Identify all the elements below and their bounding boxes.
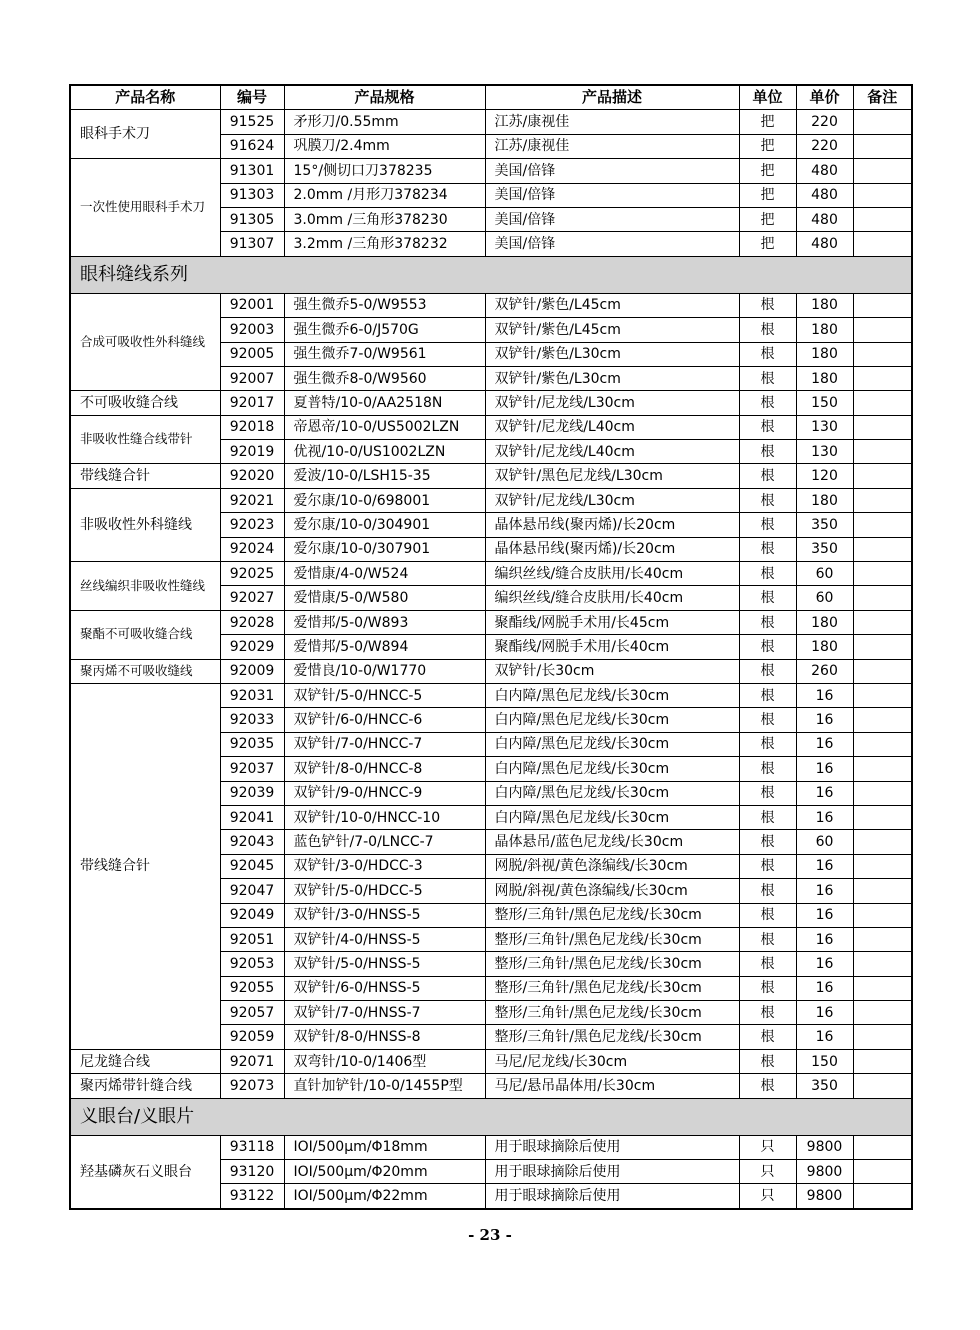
note-cell <box>853 207 912 231</box>
price-cell: 16 <box>796 1001 853 1025</box>
spec-cell: 双铲针/6-0/HNSS-5 <box>284 976 485 1000</box>
desc-cell: 聚酯线/网脱手术用/长45cm <box>485 610 739 634</box>
desc-cell: 整形/三角针/黑色尼龙线/长30cm <box>485 976 739 1000</box>
price-cell: 16 <box>796 781 853 805</box>
note-cell <box>853 159 912 183</box>
code-cell: 93120 <box>220 1160 284 1184</box>
price-cell: 180 <box>796 293 853 317</box>
spec-cell: 优视/10-0/US1002LZN <box>284 440 485 464</box>
product-name-cell: 尼龙缝合线 <box>70 1049 220 1073</box>
spec-cell: 爱惜康/4-0/W524 <box>284 562 485 586</box>
spec-cell: 双铲针/10-0/HNCC-10 <box>284 805 485 829</box>
desc-cell: 美国/倍锋 <box>485 232 739 256</box>
unit-cell: 根 <box>739 342 796 366</box>
note-cell <box>853 976 912 1000</box>
price-cell: 60 <box>796 586 853 610</box>
price-cell: 16 <box>796 683 853 707</box>
unit-cell: 根 <box>739 757 796 781</box>
table-row <box>70 293 912 317</box>
table-body <box>70 110 912 1209</box>
code-cell: 92073 <box>220 1074 284 1098</box>
note-cell <box>853 927 912 951</box>
desc-cell: 双铲针/紫色/L30cm <box>485 342 739 366</box>
desc-cell: 编织丝线/缝合皮肤用/长40cm <box>485 586 739 610</box>
price-cell: 150 <box>796 1049 853 1073</box>
table-row <box>70 110 912 134</box>
desc-cell: 整形/三角针/黑色尼龙线/长30cm <box>485 927 739 951</box>
desc-cell: 双铲针/尼龙线/L40cm <box>485 415 739 439</box>
code-cell: 92071 <box>220 1049 284 1073</box>
desc-cell: 整形/三角针/黑色尼龙线/长30cm <box>485 1001 739 1025</box>
price-cell: 180 <box>796 610 853 634</box>
spec-cell: 爱尔康/10-0/307901 <box>284 537 485 561</box>
note-cell <box>853 1135 912 1159</box>
spec-cell: 强生微乔7-0/W9561 <box>284 342 485 366</box>
page-number: - 23 - <box>468 1226 512 1244</box>
desc-cell: 双铲针/尼龙线/L30cm <box>485 488 739 512</box>
desc-cell: 美国/倍锋 <box>485 159 739 183</box>
code-cell: 92019 <box>220 440 284 464</box>
unit-cell: 根 <box>739 952 796 976</box>
unit-cell: 根 <box>739 683 796 707</box>
note-cell <box>853 1049 912 1073</box>
desc-cell: 马尼/悬吊晶体用/长30cm <box>485 1074 739 1098</box>
spec-cell: 夏普特/10-0/AA2518N <box>284 391 485 415</box>
spec-cell: 蓝色铲针/7-0/LNCC-7 <box>284 830 485 854</box>
unit-cell: 根 <box>739 1025 796 1049</box>
price-cell: 16 <box>796 708 853 732</box>
desc-cell: 晶体悬吊线(聚丙烯)/长20cm <box>485 537 739 561</box>
code-cell: 92031 <box>220 683 284 707</box>
code-cell: 92041 <box>220 805 284 829</box>
spec-cell: 巩膜刀/2.4mm <box>284 134 485 158</box>
price-cell: 350 <box>796 1074 853 1098</box>
spec-cell: 矛形刀/0.55mm <box>284 110 485 134</box>
unit-cell: 根 <box>739 976 796 1000</box>
product-name-cell: 羟基磷灰石义眼台 <box>70 1135 220 1209</box>
desc-cell: 晶体悬吊线(聚丙烯)/长20cm <box>485 513 739 537</box>
code-cell: 92035 <box>220 732 284 756</box>
code-cell: 93118 <box>220 1135 284 1159</box>
header-name: 产品名称 <box>70 85 220 110</box>
table-row <box>70 1135 912 1159</box>
code-cell: 91525 <box>220 110 284 134</box>
desc-cell: 白内障/黑色尼龙线/长30cm <box>485 781 739 805</box>
unit-cell: 把 <box>739 183 796 207</box>
price-cell: 16 <box>796 757 853 781</box>
code-cell: 92051 <box>220 927 284 951</box>
desc-cell: 双铲针/尼龙线/L40cm <box>485 440 739 464</box>
note-cell <box>853 537 912 561</box>
table-row <box>70 391 912 415</box>
code-cell: 92020 <box>220 464 284 488</box>
unit-cell: 根 <box>739 708 796 732</box>
desc-cell: 整形/三角针/黑色尼龙线/长30cm <box>485 1025 739 1049</box>
price-cell: 180 <box>796 488 853 512</box>
unit-cell: 根 <box>739 732 796 756</box>
unit-cell: 只 <box>739 1135 796 1159</box>
unit-cell: 根 <box>739 488 796 512</box>
spec-cell: 15°/侧切口刀378235 <box>284 159 485 183</box>
unit-cell: 把 <box>739 159 796 183</box>
code-cell: 92057 <box>220 1001 284 1025</box>
note-cell <box>853 659 912 683</box>
price-cell: 350 <box>796 513 853 537</box>
desc-cell: 白内障/黑色尼龙线/长30cm <box>485 708 739 732</box>
table-row <box>70 415 912 439</box>
spec-cell: 双铲针/7-0/HNCC-7 <box>284 732 485 756</box>
unit-cell: 只 <box>739 1160 796 1184</box>
spec-cell: 爱惜康/5-0/W580 <box>284 586 485 610</box>
code-cell: 92021 <box>220 488 284 512</box>
code-cell: 92024 <box>220 537 284 561</box>
code-cell: 92055 <box>220 976 284 1000</box>
code-cell: 92003 <box>220 318 284 342</box>
code-cell: 92017 <box>220 391 284 415</box>
note-cell <box>853 562 912 586</box>
code-cell: 92039 <box>220 781 284 805</box>
desc-cell: 聚酯线/网脱手术用/长40cm <box>485 635 739 659</box>
unit-cell: 把 <box>739 110 796 134</box>
unit-cell: 根 <box>739 635 796 659</box>
product-name-cell: 丝线编织非吸收性缝线 <box>70 562 220 611</box>
unit-cell: 把 <box>739 207 796 231</box>
desc-cell: 双铲针/黑色尼龙线/L30cm <box>485 464 739 488</box>
price-cell: 260 <box>796 659 853 683</box>
spec-cell: 爱惜邦/5-0/W893 <box>284 610 485 634</box>
price-cell: 16 <box>796 805 853 829</box>
note-cell <box>853 635 912 659</box>
code-cell: 92053 <box>220 952 284 976</box>
code-cell: 91307 <box>220 232 284 256</box>
desc-cell: 白内障/黑色尼龙线/长30cm <box>485 805 739 829</box>
desc-cell: 江苏/康视佳 <box>485 110 739 134</box>
note-cell <box>853 1184 912 1209</box>
price-cell: 180 <box>796 635 853 659</box>
code-cell: 91305 <box>220 207 284 231</box>
product-name-cell: 非吸收性外科缝线 <box>70 488 220 561</box>
desc-cell: 整形/三角针/黑色尼龙线/长30cm <box>485 952 739 976</box>
spec-cell: 双铲针/4-0/HNSS-5 <box>284 927 485 951</box>
code-cell: 92049 <box>220 903 284 927</box>
section-header-row <box>70 256 912 293</box>
code-cell: 92047 <box>220 879 284 903</box>
spec-cell: 双弯针/10-0/1406型 <box>284 1049 485 1073</box>
table-row <box>70 464 912 488</box>
code-cell: 92001 <box>220 293 284 317</box>
unit-cell: 根 <box>739 366 796 390</box>
unit-cell: 根 <box>739 830 796 854</box>
note-cell <box>853 610 912 634</box>
desc-cell: 用于眼球摘除后使用 <box>485 1135 739 1159</box>
spec-cell: 爱尔康/10-0/698001 <box>284 488 485 512</box>
spec-cell: 3.2mm /三角形378232 <box>284 232 485 256</box>
unit-cell: 根 <box>739 537 796 561</box>
price-cell: 9800 <box>796 1160 853 1184</box>
note-cell <box>853 318 912 342</box>
note-cell <box>853 903 912 927</box>
price-cell: 130 <box>796 440 853 464</box>
unit-cell: 把 <box>739 232 796 256</box>
desc-cell: 白内障/黑色尼龙线/长30cm <box>485 757 739 781</box>
price-cell: 180 <box>796 318 853 342</box>
price-cell: 16 <box>796 854 853 878</box>
note-cell <box>853 183 912 207</box>
table-row <box>70 610 912 634</box>
price-cell: 350 <box>796 537 853 561</box>
price-cell: 16 <box>796 927 853 951</box>
unit-cell: 根 <box>739 1001 796 1025</box>
note-cell <box>853 1001 912 1025</box>
desc-cell: 白内障/黑色尼龙线/长30cm <box>485 683 739 707</box>
note-cell <box>853 805 912 829</box>
note-cell <box>853 781 912 805</box>
price-cell: 16 <box>796 1025 853 1049</box>
desc-cell: 双铲针/紫色/L45cm <box>485 293 739 317</box>
code-cell: 92005 <box>220 342 284 366</box>
unit-cell: 根 <box>739 586 796 610</box>
code-cell: 92045 <box>220 854 284 878</box>
code-cell: 93122 <box>220 1184 284 1209</box>
spec-cell: 帝恩帝/10-0/US5002LZN <box>284 415 485 439</box>
note-cell <box>853 513 912 537</box>
spec-cell: 双铲针/8-0/HNCC-8 <box>284 757 485 781</box>
unit-cell: 根 <box>739 318 796 342</box>
price-cell: 480 <box>796 159 853 183</box>
product-name-cell: 合成可吸收性外科缝线 <box>70 293 220 391</box>
product-name-cell: 聚丙烯带针缝合线 <box>70 1074 220 1098</box>
unit-cell: 根 <box>739 879 796 903</box>
spec-cell: 2.0mm /月形刀378234 <box>284 183 485 207</box>
desc-cell: 用于眼球摘除后使用 <box>485 1184 739 1209</box>
price-cell: 16 <box>796 903 853 927</box>
unit-cell: 根 <box>739 1074 796 1098</box>
desc-cell: 马尼/尼龙线/长30cm <box>485 1049 739 1073</box>
note-cell <box>853 830 912 854</box>
price-cell: 16 <box>796 976 853 1000</box>
desc-cell: 美国/倍锋 <box>485 207 739 231</box>
spec-cell: 双铲针/7-0/HNSS-7 <box>284 1001 485 1025</box>
spec-cell: 强生微乔6-0/J570G <box>284 318 485 342</box>
spec-cell: 双铲针/3-0/HDCC-3 <box>284 854 485 878</box>
price-cell: 180 <box>796 366 853 390</box>
note-cell <box>853 488 912 512</box>
note-cell <box>853 232 912 256</box>
note-cell <box>853 440 912 464</box>
unit-cell: 根 <box>739 781 796 805</box>
spec-cell: 双铲针/5-0/HDCC-5 <box>284 879 485 903</box>
price-cell: 9800 <box>796 1184 853 1209</box>
desc-cell: 网脱/斜视/黄色涤编线/长30cm <box>485 879 739 903</box>
unit-cell: 根 <box>739 610 796 634</box>
section-header-row <box>70 1098 912 1135</box>
spec-cell: 强生微乔5-0/W9553 <box>284 293 485 317</box>
spec-cell: 强生微乔8-0/W9560 <box>284 366 485 390</box>
section-title: 眼科缝线系列 <box>70 256 912 293</box>
code-cell: 92033 <box>220 708 284 732</box>
price-cell: 130 <box>796 415 853 439</box>
price-cell: 220 <box>796 110 853 134</box>
code-cell: 92018 <box>220 415 284 439</box>
price-cell: 180 <box>796 342 853 366</box>
price-cell: 9800 <box>796 1135 853 1159</box>
product-name-cell: 不可吸收缝合线 <box>70 391 220 415</box>
unit-cell: 根 <box>739 854 796 878</box>
code-cell: 92027 <box>220 586 284 610</box>
desc-cell: 用于眼球摘除后使用 <box>485 1160 739 1184</box>
unit-cell: 根 <box>739 927 796 951</box>
section-title: 义眼台/义眼片 <box>70 1098 912 1135</box>
code-cell: 91624 <box>220 134 284 158</box>
spec-cell: 爱惜邦/5-0/W894 <box>284 635 485 659</box>
header-price: 单价 <box>796 85 853 110</box>
note-cell <box>853 342 912 366</box>
table-row <box>70 659 912 683</box>
unit-cell: 根 <box>739 293 796 317</box>
desc-cell: 江苏/康视佳 <box>485 134 739 158</box>
note-cell <box>853 293 912 317</box>
price-table <box>69 84 913 1210</box>
product-name-cell: 非吸收性缝合线带针 <box>70 415 220 464</box>
note-cell <box>853 952 912 976</box>
note-cell <box>853 1160 912 1184</box>
unit-cell: 根 <box>739 513 796 537</box>
desc-cell: 双铲针/尼龙线/L30cm <box>485 391 739 415</box>
price-cell: 480 <box>796 207 853 231</box>
product-name-cell: 聚丙烯不可吸收缝线 <box>70 659 220 683</box>
unit-cell: 根 <box>739 1049 796 1073</box>
code-cell: 92043 <box>220 830 284 854</box>
spec-cell: 3.0mm /三角形378230 <box>284 207 485 231</box>
header-unit: 单位 <box>739 85 796 110</box>
note-cell <box>853 415 912 439</box>
note-cell <box>853 708 912 732</box>
table-row <box>70 1074 912 1098</box>
price-cell: 60 <box>796 830 853 854</box>
code-cell: 91301 <box>220 159 284 183</box>
note-cell <box>853 110 912 134</box>
product-name-cell: 眼科手术刀 <box>70 110 220 159</box>
desc-cell: 编织丝线/缝合皮肤用/长40cm <box>485 562 739 586</box>
code-cell: 92023 <box>220 513 284 537</box>
unit-cell: 根 <box>739 440 796 464</box>
note-cell <box>853 366 912 390</box>
spec-cell: IOI/500μm/Φ20mm <box>284 1160 485 1184</box>
spec-cell: IOI/500μm/Φ22mm <box>284 1184 485 1209</box>
code-cell: 92028 <box>220 610 284 634</box>
unit-cell: 根 <box>739 903 796 927</box>
desc-cell: 晶体悬吊/蓝色尼龙线/长30cm <box>485 830 739 854</box>
note-cell <box>853 1074 912 1098</box>
spec-cell: 双铲针/8-0/HNSS-8 <box>284 1025 485 1049</box>
note-cell <box>853 586 912 610</box>
desc-cell: 网脱/斜视/黄色涤编线/长30cm <box>485 854 739 878</box>
header-code: 编号 <box>220 85 284 110</box>
note-cell <box>853 134 912 158</box>
note-cell <box>853 854 912 878</box>
code-cell: 92059 <box>220 1025 284 1049</box>
spec-cell: 双铲针/9-0/HNCC-9 <box>284 781 485 805</box>
table-row <box>70 562 912 586</box>
header-row <box>70 85 912 110</box>
note-cell <box>853 879 912 903</box>
spec-cell: 双铲针/5-0/HNCC-5 <box>284 683 485 707</box>
note-cell <box>853 1025 912 1049</box>
desc-cell: 美国/倍锋 <box>485 183 739 207</box>
note-cell <box>853 391 912 415</box>
unit-cell: 根 <box>739 415 796 439</box>
unit-cell: 根 <box>739 464 796 488</box>
desc-cell: 整形/三角针/黑色尼龙线/长30cm <box>485 903 739 927</box>
price-cell: 120 <box>796 464 853 488</box>
note-cell <box>853 464 912 488</box>
price-cell: 16 <box>796 732 853 756</box>
product-name-cell: 带线缝合针 <box>70 683 220 1049</box>
price-cell: 480 <box>796 232 853 256</box>
spec-cell: 爱波/10-0/LSH15-35 <box>284 464 485 488</box>
spec-cell: 爱惜良/10-0/W1770 <box>284 659 485 683</box>
price-cell: 150 <box>796 391 853 415</box>
unit-cell: 把 <box>739 134 796 158</box>
code-cell: 92025 <box>220 562 284 586</box>
price-cell: 16 <box>796 952 853 976</box>
spec-cell: 双铲针/6-0/HNCC-6 <box>284 708 485 732</box>
note-cell <box>853 757 912 781</box>
desc-cell: 双铲针/紫色/L30cm <box>485 366 739 390</box>
unit-cell: 根 <box>739 805 796 829</box>
price-cell: 220 <box>796 134 853 158</box>
table-row <box>70 159 912 183</box>
spec-cell: IOI/500μm/Φ18mm <box>284 1135 485 1159</box>
spec-cell: 双铲针/5-0/HNSS-5 <box>284 952 485 976</box>
note-cell <box>853 732 912 756</box>
code-cell: 91303 <box>220 183 284 207</box>
price-cell: 480 <box>796 183 853 207</box>
code-cell: 92029 <box>220 635 284 659</box>
spec-cell: 直针加铲针/10-0/1455P型 <box>284 1074 485 1098</box>
unit-cell: 根 <box>739 562 796 586</box>
header-spec: 产品规格 <box>284 85 485 110</box>
product-name-cell: 一次性使用眼科手术刀 <box>70 159 220 257</box>
header-note: 备注 <box>853 85 912 110</box>
note-cell <box>853 683 912 707</box>
table-row <box>70 683 912 707</box>
price-cell: 60 <box>796 562 853 586</box>
spec-cell: 双铲针/3-0/HNSS-5 <box>284 903 485 927</box>
code-cell: 92009 <box>220 659 284 683</box>
code-cell: 92007 <box>220 366 284 390</box>
desc-cell: 双铲针/紫色/L45cm <box>485 318 739 342</box>
desc-cell: 双铲针/长30cm <box>485 659 739 683</box>
table-row <box>70 1049 912 1073</box>
table-row <box>70 488 912 512</box>
product-name-cell: 带线缝合针 <box>70 464 220 488</box>
unit-cell: 根 <box>739 391 796 415</box>
code-cell: 92037 <box>220 757 284 781</box>
header-desc: 产品描述 <box>485 85 739 110</box>
unit-cell: 只 <box>739 1184 796 1209</box>
product-name-cell: 聚酯不可吸收缝合线 <box>70 610 220 659</box>
spec-cell: 爱尔康/10-0/304901 <box>284 513 485 537</box>
unit-cell: 根 <box>739 659 796 683</box>
desc-cell: 白内障/黑色尼龙线/长30cm <box>485 732 739 756</box>
price-cell: 16 <box>796 879 853 903</box>
